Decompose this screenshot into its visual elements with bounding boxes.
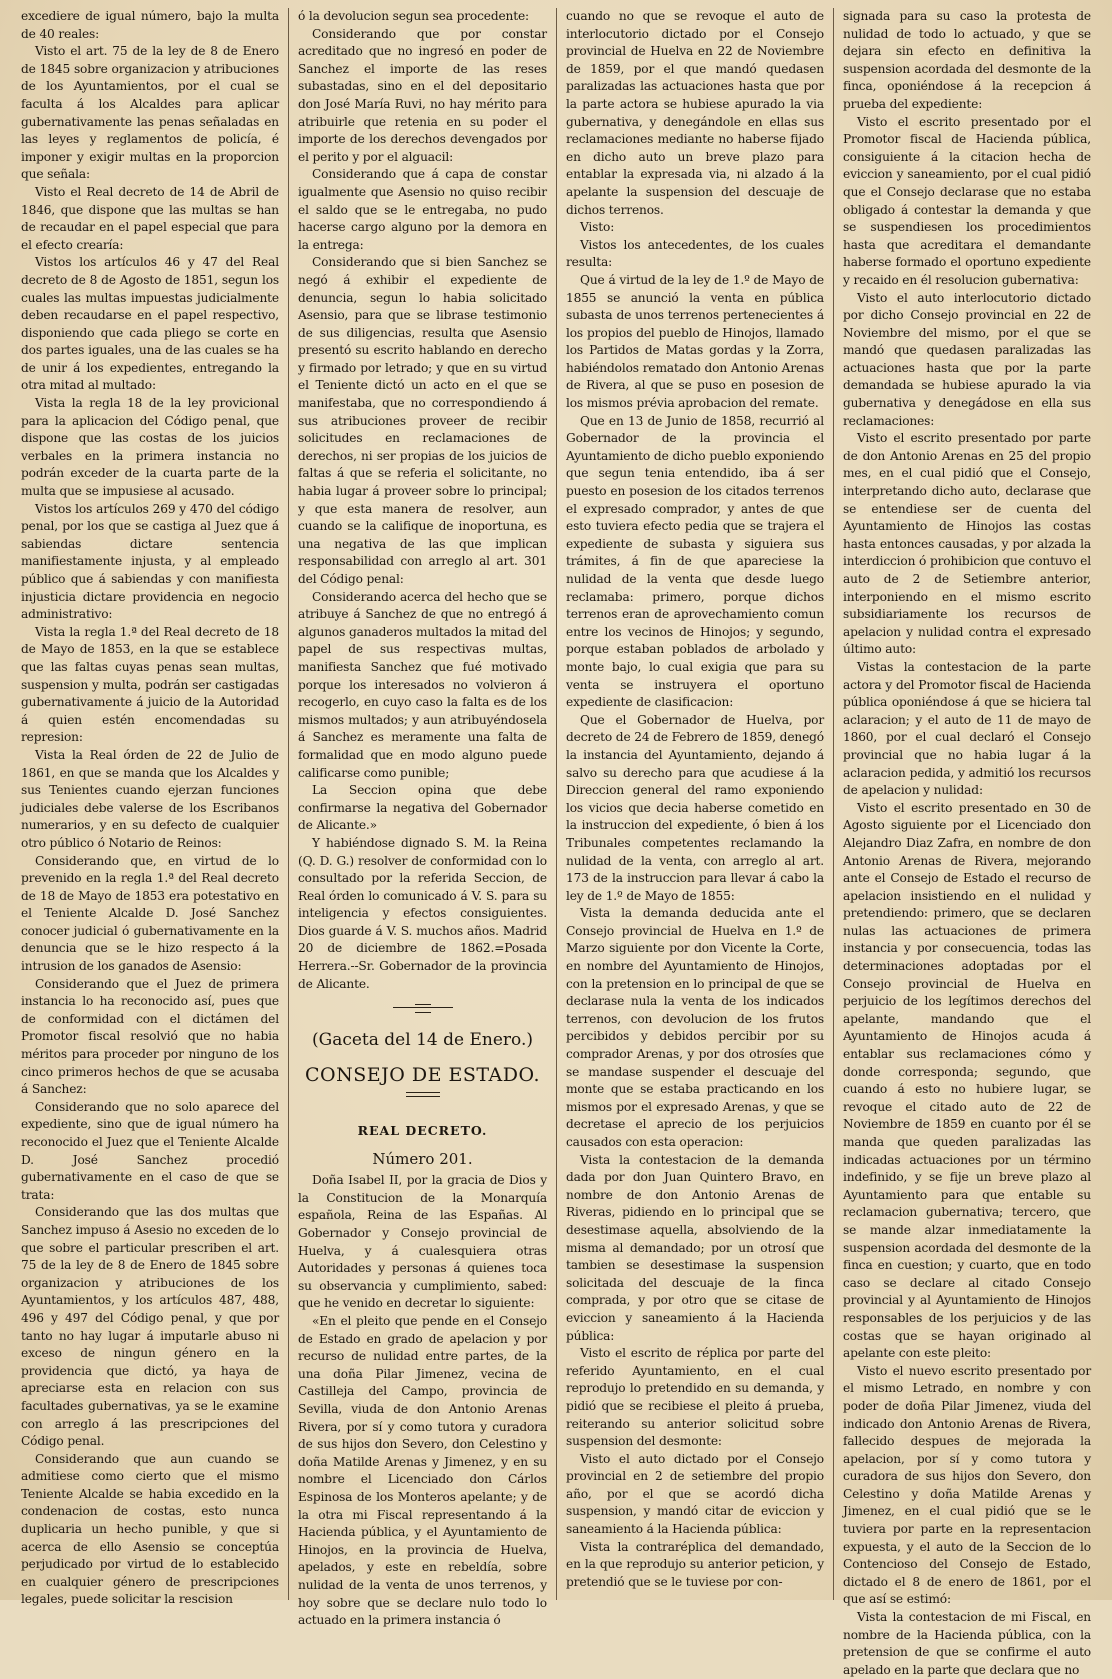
gaceta-heading: (Gaceta del 14 de Enero.) — [312, 1030, 533, 1051]
column-4 — [833, 8, 1100, 1677]
paragraph: Vistos los artículos 46 y 47 del Real decreto de 8 de Agosto de 1851, segun los cuales las multas impuestas judicialmente deben recaudarse en el papel respectivo, disponiendo que cada pliego se corte en dos partes iguales, una de las cuales se ha de unir á los expedientes, entregando la otra mitad al multado: — [21, 255, 279, 393]
paragraph: Vistas la contestacion de la parte actora y del Promotor fiscal de Hacienda pública oponiéndose á que se hiciera tal aclaracion; y el auto de 11 de mayo de 1860, por el cual declaró el Consejo provincial que no habia lugar á la aclaracion pedida, y admitió los recursos de apelacion y nulidad: — [843, 659, 1091, 798]
paragraph: Vista la regla 18 de la ley provicional para la aplicacion del Código penal, que dispone que las costas de los juicios verbales en la primera instancia no podrán exceder de la cuarta parte de la multa que se impusiese al acusado. — [21, 396, 279, 499]
paragraph: Considerando que las dos multas que Sanchez impuso á Asesio no exceden de lo que sobre el particular prescriben el art. 75 de la ley de 8 de Enero de 1845 sobre organizacion y atribuciones de los Ayuntamientos, y los artículos 487, 488, 496 y 497 del Código penal, y que por tanto no hay lugar á imputarle abuso ni exceso de ningun género en la providencia que dictó, ya haya de apreciarse esta en relacion con sus facultades gubernativas, ya se le examine con arreglo á las prescripciones del Código penal. — [21, 1205, 279, 1449]
paragraph: Visto el auto interlocutorio dictado por dicho Consejo provincial en 22 de Noviembre del mismo, por el que se mandó que quedasen paralizadas las actuaciones hasta que por la parte demandada se hubiese apurado la via gubernativa y denegádose en ella sus reclamaciones: — [843, 290, 1091, 428]
paragraph: Visto el escrito presentado por el Promotor fiscal de Hacienda pública, consiguiente á la citacion hecha de eviccion y saneamiento, por el cual pidió que el Consejo declarase que no estaba obligado á contestar la demanda y que se suspendiesen los procedimientos hasta que acreditara el demandante haberse formado el oportuno expediente y recaido en él resolucion gubernativa: — [843, 114, 1091, 287]
paragraph: cuando no que se revoque el auto de interlocutorio dictado por el Consejo provincial de Huelva en 22 de Noviembre de 1859, por el que mandó quedasen paralizadas las actuaciones hasta que por la parte actora se hubiese apurado la via gubernativa, y denegándole en ellas sus reclamaciones mediante no haberse fijado en dicho auto un breve plazo para entablar la expresada via, ni alzado á la apelante la suspension del descuaje de dichos terrenos. — [566, 9, 824, 217]
section-divider — [393, 1007, 453, 1014]
paragraph: Considerando que aun cuando se admitiese como cierto que el mismo Teniente Alcalde se habia excedido en la condenacion de costas, esto nunca duplicaria un hecho punible, y que si acerca de ello Asensio se conceptúa perjudicado por virtud de lo establecido en cualquier género de prescripciones legales, puede solicitar la rescision — [21, 1451, 279, 1607]
column-2-top — [298, 8, 547, 993]
paragraph: Visto el Real decreto de 14 de Abril de 1846, que dispone que las multas se han de recaudar en el papel especial que para el efecto crearía: — [21, 184, 279, 252]
decree-number: Número 201. — [372, 1150, 473, 1169]
paragraph: Vista la contestacion de la demanda dada por don Juan Quintero Bravo, en nombre de don Antonio Arenas de Riveras, pidiendo en lo principal que se desestimase aquella, absolviendo de la misma al demandado; por un otrosí que tambien se desestimase la suspension solicitada del descuaje de la finca comprada, y por otro que se citase de eviccion y saneamiento á la Hacienda pública: — [566, 1152, 824, 1343]
paragraph: La Seccion opina que debe confirmarse la negativa del Gobernador de Alicante.» — [298, 783, 547, 833]
paragraph: Que á virtud de la ley de 1.º de Mayo de 1855 se anunció la venta en pública subasta de unos terrenos pertenecientes á los propios del pueblo de Hinojos, llamado los Partidos de Matas gordas y la Zorra, habiéndolos rematado don Antonio Arenas de Rivera, al que se puso en posesion de los mismos prévia aprobacion del remate. — [566, 272, 824, 411]
column-2-bottom — [298, 1172, 547, 1629]
paragraph: Que en 13 de Junio de 1858, recurrió al Gobernador de la provincia el Ayuntamiento de dicho pueblo exponiendo que segun tenia entendido, iba á ser puesto en posesion de los citados terrenos el expresado comprador, y antes de que esto tuviera efecto pedia que se trajera el expediente de subasta y siguiera sus trámites, á fin de que apareciese la nulidad de la venta que desde luego reclamaba: primero, porque dichos terrenos eran de aprovechamiento comun entre los vecinos de Hinojos; y segundo, porque estaban poblados de arbolado y monte bajo, lo cual exigia que para su venta se instruyera el oportuno expediente de clasificacion: — [566, 413, 824, 710]
paragraph: Visto: — [580, 220, 615, 235]
paragraph: Considerando que el Juez de primera instancia lo ha reconocido así, pues que de conformidad con el dictámen del Promotor fiscal resolvió que no habia méritos para proceder por ninguno de los cinco primeros hechos de que se acusaba á Sanchez: — [21, 976, 279, 1097]
heading-divider — [406, 1092, 440, 1097]
paragraph: Y habiéndose dignado S. M. la Reina (Q. D. G.) resolver de conformidad con lo consultado por la referida Seccion, de Real órden lo comunicado á V. S. para su inteligencia y efectos consiguientes. Dios guarde á V. S. muchos años. Madrid 20 de diciembre de 1862.=Posada Herrera.--Sr. Gobernador de la provincia de Alicante. — [298, 835, 547, 991]
paragraph: Considerando que á capa de constar igualmente que Asensio no quiso recibir el saldo que se le entregaba, no pudo hacerse cargo alguno por la demora en la entrega: — [298, 167, 547, 252]
paragraph: Vista la Real órden de 22 de Julio de 1861, en que se manda que los Alcaldes y sus Tenientes cuando ejerzan funciones judiciales debe valerse de los Escribanos numerarios, y en su defecto de cualquier otro público ó Notario de Reinos: — [21, 747, 279, 850]
paragraph: Vista la demanda deducida ante el Consejo provincial de Huelva en 1.º de Marzo siguiente por don Vicente la Corte, en nombre del Ayuntamiento de Hinojos, con la pretension en lo principal de que se declarase nula la venta de los indicados terrenos, con devolucion de los frutos percibidos y debidos percibir por su comprador Arenas, y por dos otrosíes que se mandase suspender el descuaje del monte que se estaba practicando en los mismos por el expresado Arenas, y que se decretase el aprecio de los perjuicios causados con esta operacion: — [566, 906, 824, 1149]
paragraph: Considerando que por constar acreditado que no ingresó en poder de Sanchez el importe de las reses subastadas, sino en el del depositario don José María Ruvi, no hay mérito para atribuirle que retenia en su poder el importe de los derechos devengados por el perito y por el alguacil: — [298, 26, 547, 164]
paragraph: Visto el escrito presentado por parte de don Antonio Arenas en 25 del propio mes, en el cual pidió que el Consejo, interpretando dicho auto, declarase que se entendiese ser de cuenta del Ayuntamiento de Hinojos las costas hasta entonces causadas, y por alzada la interdiccion ó prohibicion que contuvo el auto de 2 de Setiembre anterior, interponiendo en el mismo escrito subsidiariamente los recursos de apelacion y nulidad contra el expresado último auto: — [843, 431, 1091, 657]
paragraph: Considerando acerca del hecho que se atribuye á Sanchez de que no entregó á algunos ganaderos multados la mitad del papel de sus respectivas multas, manifiesta Sanchez que fué motivado porque los interesados no volvieron á recogerlo, en cuyo caso la falta es de los mismos multados; y aun atribuyéndosela á Sanchez es meramente una falta de formalidad que en modo alguno puede calificarse como punible; — [298, 589, 547, 780]
paragraph: Visto el escrito de réplica por parte del referido Ayuntamiento, en el cual reprodujo lo pretendido en su demanda, y pidió que se recibiese el pleito á prueba, reiterando su anterior solicitud sobre suspension del desmonte: — [566, 1346, 824, 1449]
paragraph: Visto el auto dictado por el Consejo provincial en 2 de setiembre del propio año, por el que se acordó dicha suspension, y mandó citar de eviccion y saneamiento á la Hacienda pública: — [566, 1451, 824, 1537]
consejo-heading: CONSEJO DE ESTADO. — [305, 1064, 540, 1087]
paragraph: Vista la contraréplica del demandado, en la que reprodujo su anterior peticion, y pretendió que se le tuviese por con- — [566, 1539, 824, 1589]
paragraph: Vista la contestacion de mi Fiscal, en nombre de la Hacienda pública, con la pretension de que se confirme el auto apelado en la parte que declara que no — [843, 1610, 1091, 1677]
real-decreto-heading: REAL DECRETO. — [357, 1123, 488, 1139]
column-1 — [12, 8, 288, 1607]
column-2 — [288, 8, 556, 1628]
paragraph: «En el pleito que pende en el Consejo de Estado en grado de apelacion y por recurso de nulidad entre partes, de la una doña Pilar Jimenez, vecina de Castilleja del Campo, provincia de Sevilla, viuda de don Antonio Arenas Rivera, por sí y como tutora y curadora de sus hijos don Severo, don Celestino y doña Matilde Arenas y Jimenez, y en su nombre el Licenciado don Cárlos Espinosa de los Monteros apelante; y de la otra mi Fiscal representando á la Hacienda pública, y el Ayuntamiento de Hinojos, en la provincia de Huelva, apelados, y este en rebeldía, sobre nulidad de la venta de unos terrenos, y hoy sobre que se declare nulo todo lo actuado en la primera instancia ó — [298, 1314, 547, 1628]
column-3 — [556, 8, 833, 1600]
paragraph: Considerando que, en virtud de lo prevenido en la regla 1.ª del Real decreto de 18 de Mayo de 1853 era potestativo en el Teniente Alcalde D. José Sanchez conocer judicial ó gubernativamente en la denuncia que se le hizo respecto á la intrusion de los ganados de Asensio: — [21, 853, 279, 974]
paragraph: Que el Gobernador de Huelva, por decreto de 24 de Febrero de 1859, denegó la instancia del Ayuntamiento, dejando á salvo su derecho para que acudiese á la Direccion general del ramo exponiendo los vicios que decia haberse cometido en la instruccion del expediente, ó bien á los Tribunales competentes reclamando la nulidad de la venta, con arreglo al art. 173 de la instruccion para llevar á cabo la ley de 1.º de Mayo de 1855: — [566, 712, 824, 903]
paragraph: signada para su caso la protesta de nulidad de todo lo actuado, y que se dejara sin efecto en definitiva la suspension acordada del desmonte de la finca, oponiéndose á la recepcion á prueba del expediente: — [843, 9, 1091, 111]
paragraph: Vista la regla 1.ª del Real decreto de 18 de Mayo de 1853, en la que se establece que las faltas cuyas penas sean multas, suspension y multa, podrán ser castigadas gubernativamente á juicio de la Autoridad á quien estén encomendadas su represion: — [21, 624, 279, 745]
paragraph: Considerando que no solo aparece del expediente, sino que de igual número ha reconocido el Juez que el Teniente Alcalde D. José Sanchez procedió gubernativamente en el caso de que se trata: — [21, 1099, 279, 1202]
paragraph: Considerando que si bien Sanchez se negó á exhibir el expediente de denuncia, segun lo habia solicitado Asensio, para que se librase testimonio de sus diligencias, resulta que Asensio presentó su escrito hablando en derecho y firmado por letrado; y que en su virtud el Teniente dictó un acto en el que se manifestaba, que no correspondiendo á sus atribuciones proveer de recibir solicitudes en reclamaciones de derechos, ni ser propias de los juicios de faltas á que se referia el solicitante, no habia lugar á proveer sobre lo principal; y que esta manera de resolver, aun cuando se la califique de inoportuna, es una negativa de las que implican responsabilidad con arreglo al art. 301 del Código penal: — [298, 255, 547, 586]
paragraph: excediere de igual número, bajo la multa de 40 reales: — [21, 9, 279, 41]
paragraph: Vistos los artículos 269 y 470 del código penal, por los que se castiga al Juez que á sabiendas dictare sentencia manifiestamente injusta, y al empleado público que á sabiendas y con manifiesta injusticia dictare providencia en negocio administrativo: — [21, 501, 279, 622]
paragraph: Visto el nuevo escrito presentado por el mismo Letrado, en nombre y con poder de doña Pilar Jimenez, viuda del indicado don Antonio Arenas de Rivera, fallecido despues de mejorada la apelacion, por sí y como tutora y curadora de sus hijos don Severo, don Celestino y doña Matilde Arenas y Jimenez, en el cual pidió que se le tuviera por parte en la representacion expuesta, y el auto de la Seccion de lo Contencioso del Consejo de Estado, dictado el 8 de enero de 1861, por el que así se estimó: — [843, 1363, 1091, 1607]
paragraph: Visto el escrito presentado en 30 de Agosto siguiente por el Licenciado don Alejandro Diaz Zafra, en nombre de don Antonio Arenas de Rivera, mejorando ante el Consejo de Estado el recurso de apelacion insistiendo en el nulidad y pretendiendo: primero, que se declaren nulas las actuaciones de primera instancia y por consecuencia, todas las determinaciones adoptadas por el Consejo provincial de Huelva en perjuicio de los legítimos derechos del apelante, mandando que el Ayuntamiento de Hinojos acuda á entablar sus reclamaciones cómo y donde corresponda; segundo, que cuando á esto no hubiere lugar, se revoque el citado auto de 22 de Noviembre de 1859 en cuanto por él se manda que queden paralizadas las indicadas actuaciones por un término indefinido, y se fije un breve plazo al Ayuntamiento para que entable su reclamacion gubernativa; tercero, que se mande alzar inmediatamente la suspension acordada del desmonte de la finca en cuestion; y cuarto, que en todo caso se declare al citado Consejo provincial y al Ayuntamiento de Hinojos responsables de los perjuicios y de las costas que se hayan originado al apelante con este pleito: — [843, 800, 1091, 1361]
paragraph: Visto el art. 75 de la ley de 8 de Enero de 1845 sobre organizacion y atribuciones de los Ayuntamientos, por el cual se faculta á los Alcaldes para aplicar gubernativamente las penas señaladas en las leyes y reglamentos de policía, é imponer y exigir multas en la proporcion que señala: — [21, 44, 279, 182]
paragraph: Vistos los antecedentes, de los cuales resulta: — [566, 237, 824, 270]
paragraph: ó la devolucion segun sea procedente: — [298, 9, 529, 23]
paragraph: Doña Isabel II, por la gracia de Dios y la Constitucion de la Monarquía española, Reina de las Españas. Al Gobernador y Consejo provincial de Huelva, y á cualesquiera otras Autoridades y personas á quienes toca su observancia y cumplimiento, sabed: que he venido en decretar lo siguiente: — [298, 1173, 547, 1311]
